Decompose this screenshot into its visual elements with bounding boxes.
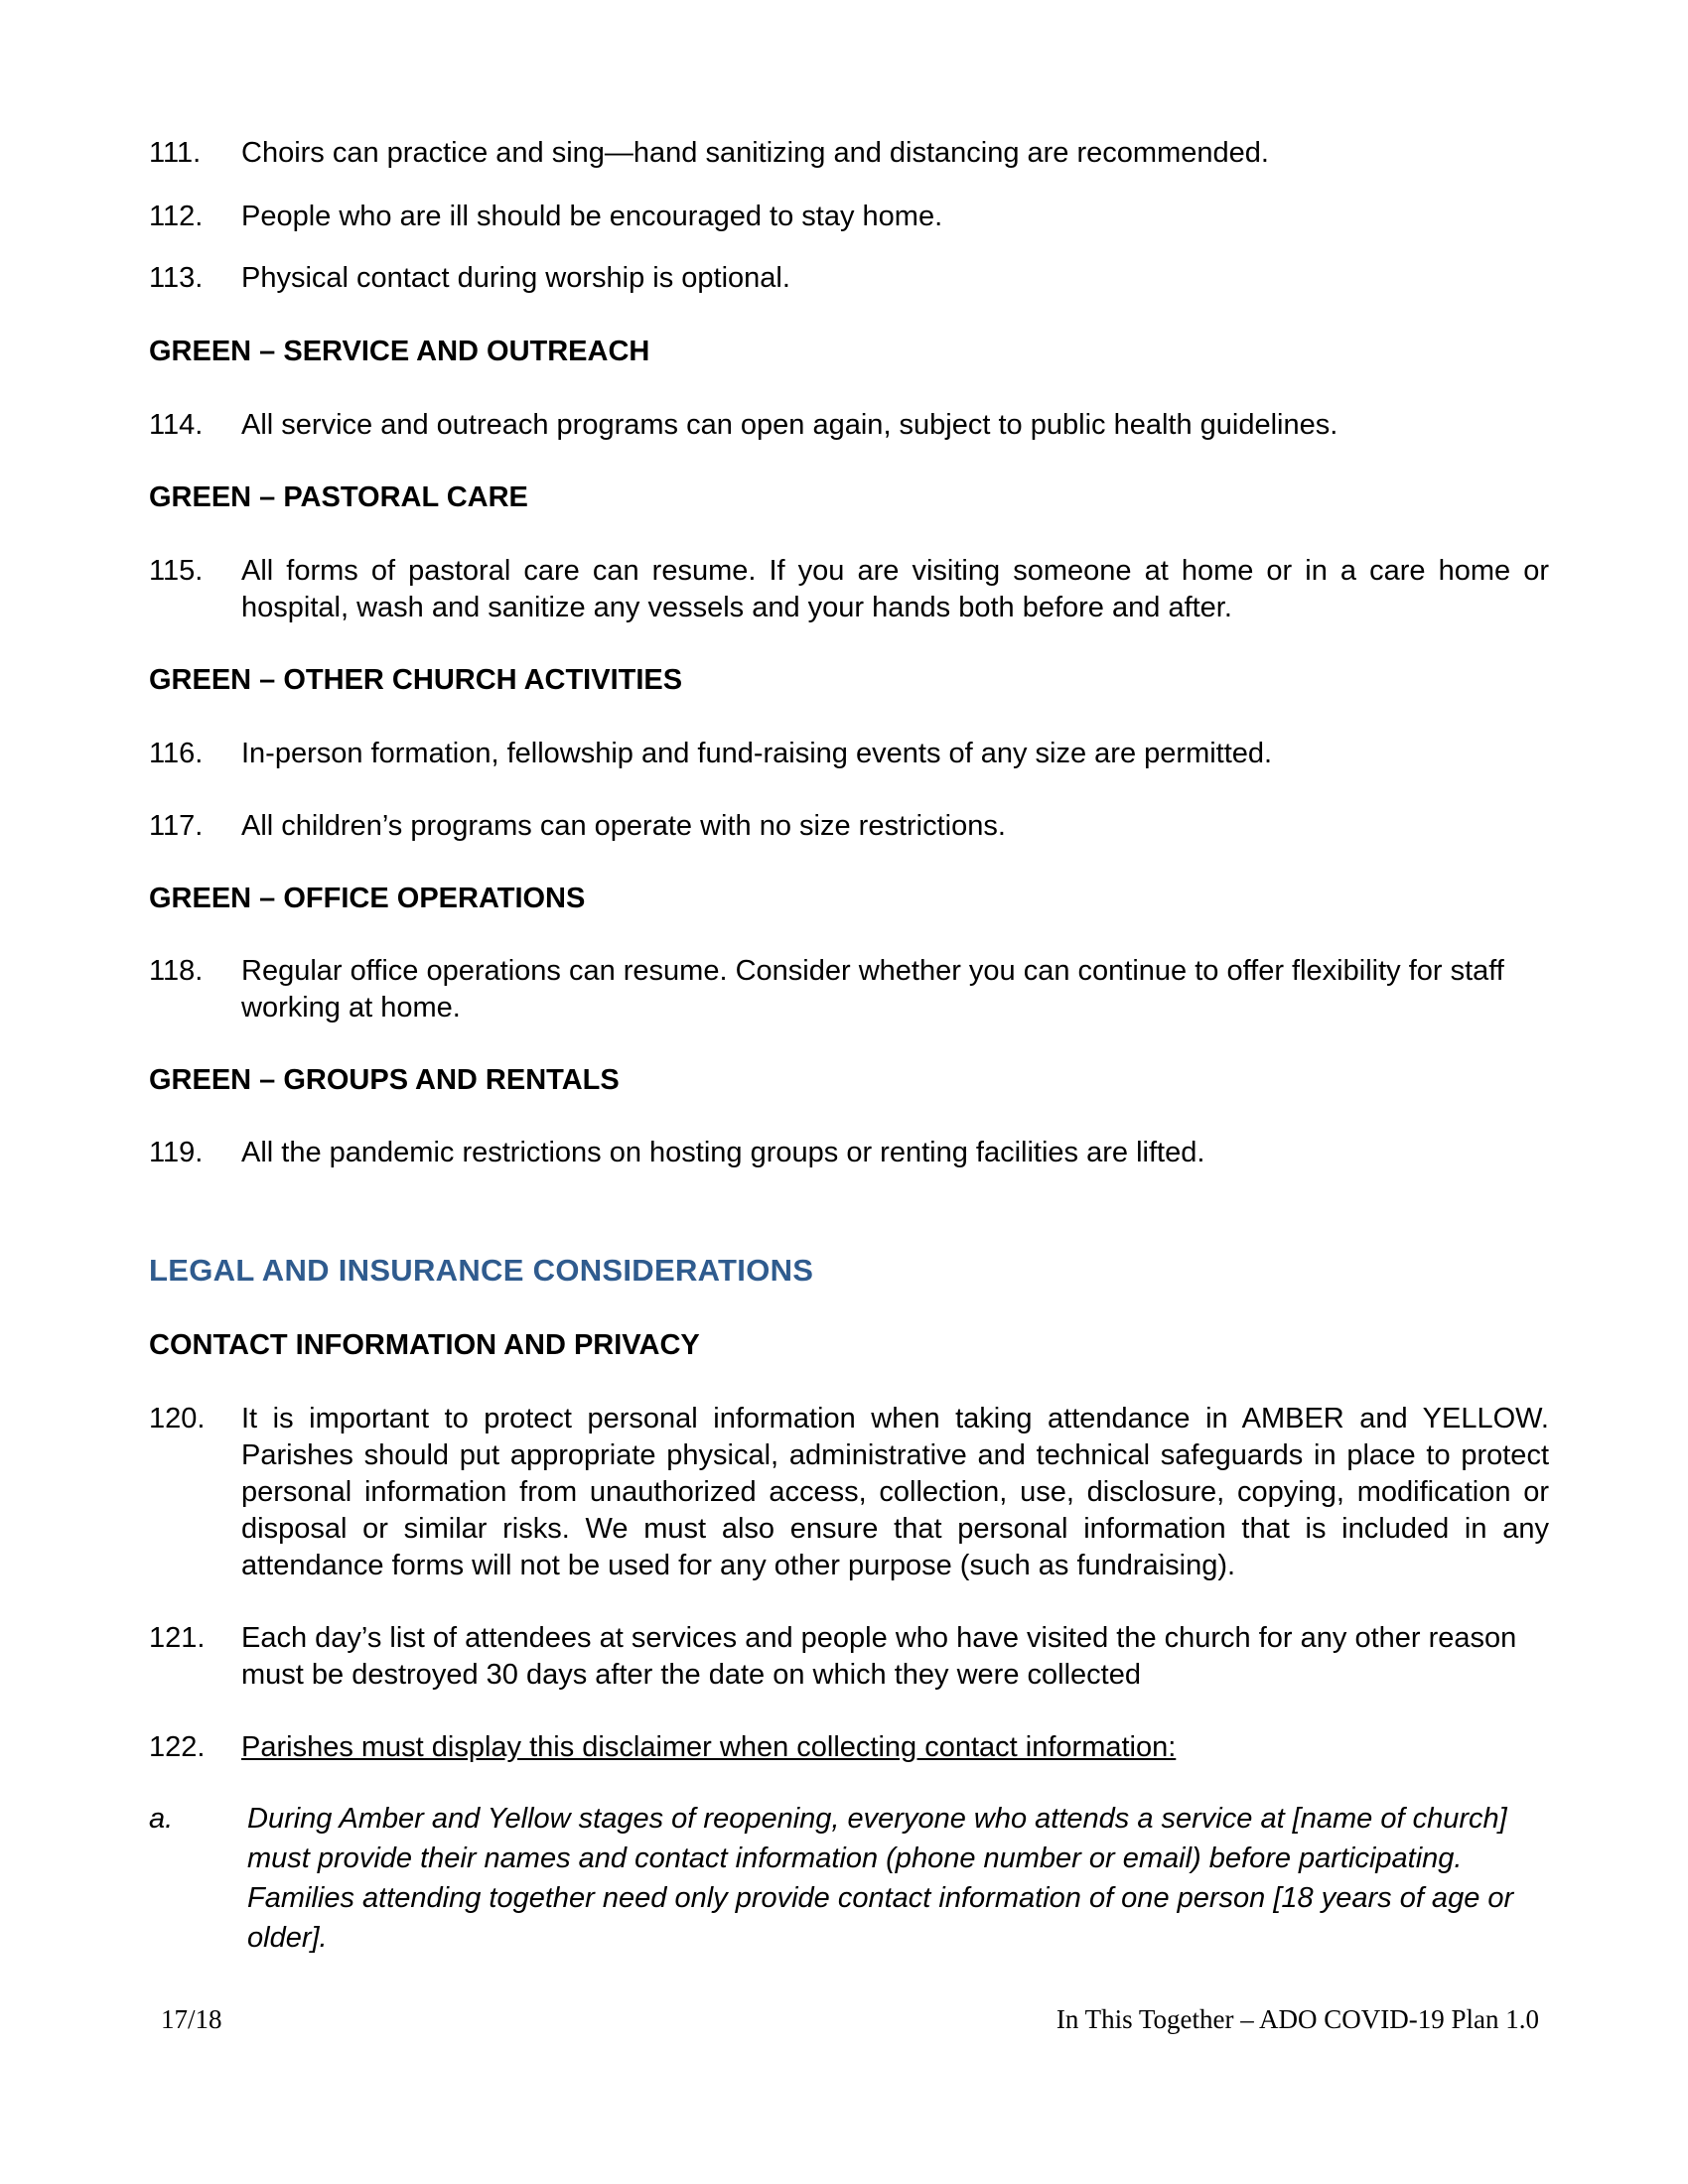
list-item-111	[149, 135, 1549, 172]
item-text: All service and outreach programs can open again, subject to public health guidelines.	[241, 409, 1338, 441]
disclaimer-instruction: Parishes must display this disclaimer when collecting contact information:	[241, 1731, 1177, 1763]
section-title: LEGAL AND INSURANCE CONSIDERATIONS	[149, 1253, 814, 1288]
item-number: 118.	[149, 955, 204, 987]
item-number: 112.	[149, 201, 204, 232]
item-text: Regular office operations can resume. Consider whether you can continue to offer flexibility for staff working at home.	[241, 955, 1504, 1024]
list-item-122	[149, 1729, 1549, 1766]
list-item-121	[149, 1620, 1549, 1694]
heading-groups-rentals: GREEN – GROUPS AND RENTALS	[149, 1064, 620, 1096]
item-text: All forms of pastoral care can resume. If you are visiting someone at home or in a care home or hospital, wash and sanitize any vessels and your hands both before and after.	[241, 555, 1549, 623]
document-title-footer: In This Together – ADO COVID-19 Plan 1.0	[1055, 2004, 1539, 2034]
item-text: People who are ill should be encouraged to stay home.	[241, 201, 943, 232]
heading-other-activities: GREEN – OTHER CHURCH ACTIVITIES	[149, 664, 683, 696]
item-number: 121.	[149, 1622, 206, 1654]
item-number: 120.	[149, 1403, 206, 1434]
heading-service-outreach: GREEN – SERVICE AND OUTREACH	[149, 336, 650, 367]
list-item-119	[149, 1135, 1549, 1171]
item-number: 116.	[149, 738, 204, 769]
item-text: Choirs can practice and sing—hand sanitizing and distancing are recommended.	[241, 137, 1269, 169]
heading-contact-privacy: CONTACT INFORMATION AND PRIVACY	[149, 1329, 700, 1361]
item-text: Each day’s list of attendees at services and people who have visited the church for any other reason must be destroyed 30 days after the date on which they were collected	[241, 1622, 1517, 1691]
list-item-113	[149, 260, 1549, 297]
item-letter: a.	[149, 1803, 174, 1835]
item-text: All children’s programs can operate with no size restrictions.	[241, 810, 1006, 842]
item-number: 119.	[149, 1137, 204, 1168]
heading-pastoral-care: GREEN – PASTORAL CARE	[149, 481, 528, 513]
item-number: 113.	[149, 262, 204, 294]
page-number: 17/18	[161, 2004, 222, 2034]
disclaimer-text-item	[149, 1799, 1549, 1958]
item-number: 115.	[149, 555, 204, 587]
item-number: 111.	[149, 137, 202, 169]
item-text: It is important to protect personal information when taking attendance in AMBER and YELLOW. Parishes should put appropriate physical, administrative and technical safeguards in place to protect personal information from unauthorized access, collection, use, disclosure, copying, modification or disposal or similar risks. We must also ensure that personal information that is included in any attendance forms will not be used for any other purpose (such as fundraising).	[241, 1403, 1549, 1581]
disclaimer-text: During Amber and Yellow stages of reopening, everyone who attends a service at [name of church] must provide their names and contact information (phone number or email) before participating. Families attending together need only provide contact information of one person [18 years of age or older].	[247, 1803, 1514, 1954]
list-item-115	[149, 553, 1549, 626]
item-number: 114.	[149, 409, 204, 441]
list-item-120	[149, 1401, 1549, 1584]
list-item-118	[149, 953, 1549, 1026]
list-item-112	[149, 199, 1549, 235]
list-item-114	[149, 407, 1549, 444]
item-text: In-person formation, fellowship and fund-raising events of any size are permitted.	[241, 738, 1273, 769]
item-number: 122.	[149, 1731, 206, 1763]
list-item-116	[149, 736, 1549, 772]
heading-office-operations: GREEN – OFFICE OPERATIONS	[149, 883, 586, 914]
item-number: 117.	[149, 810, 204, 842]
list-item-117	[149, 808, 1549, 845]
item-text: Physical contact during worship is optional.	[241, 262, 790, 294]
item-text: All the pandemic restrictions on hosting groups or renting facilities are lifted.	[241, 1137, 1205, 1168]
